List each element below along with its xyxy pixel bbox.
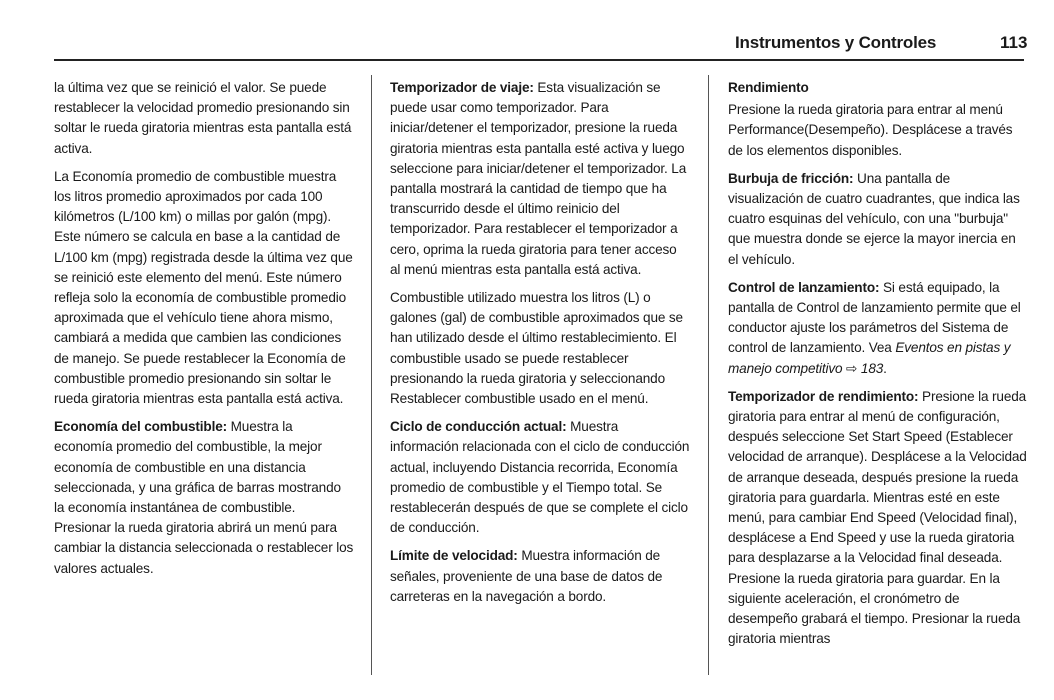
paragraph-friction-bubble [728, 169, 1028, 270]
page-header [0, 0, 1054, 60]
cross-reference-page[interactable]: 183 [860, 360, 884, 376]
text-performance-timer: Presione la rueda giratoria para entrar al menú de configuración, después seleccione Set Start Speed (Establecer velocidad de arranque). Desplácese a la Velocidad de arranque deseada, después presione la rueda giratoria para guardarla. Mientras esté en este menú, para cambiar End Speed (Velocidad final), desplácese a End Speed y use la rueda giratoria para desplazarse a la Velocidad final deseada. Presione la rueda giratoria para guardar. En la siguiente aceleración, el cronómetro de desempeño grabará el tiempo. Presionar la rueda giratoria mientras [728, 388, 1027, 647]
sentence-end: . [883, 360, 887, 376]
text-trip-timer: Esta visualización se puede usar como temporizador. Para iniciar/detener el temporizador, presione la rueda giratoria mientras esta pantalla esté activa y luego seleccione para iniciar/detener el temporizador. La pantalla mostrará la cantidad de tiempo que ha transcurrido desde el último reinicio del temporizador. Para restablecer el temporizador a cero, oprima la rueda giratoria para tener acceso al menú mientras esta pantalla está activa. [390, 80, 687, 277]
column-divider-1 [371, 75, 372, 675]
term-performance-timer: Temporizador de rendimiento: [728, 388, 919, 404]
column-divider-2 [708, 75, 709, 675]
term-speed-limit: Límite de velocidad: [390, 548, 518, 564]
text-speed-limit: Muestra información de señales, proveniente de una base de datos de carreteras en la navegación a bordo. [390, 548, 663, 604]
paragraph-launch-control [728, 278, 1028, 379]
section-title: Instrumentos y Controles [735, 33, 937, 52]
page-number: 113 [1000, 33, 1028, 52]
paragraph-trip-timer [390, 78, 690, 280]
term-current-drive-cycle: Ciclo de conducción actual: [390, 419, 567, 435]
cross-reference-link[interactable]: Eventos en pistas y manejo competitivo [728, 340, 1011, 376]
paragraph-average-fuel-economy: La Economía promedio de combustible muestra los litros promedio aproximados por cada 100 kilómetros (L/100 km) o millas por galón (mpg). Este número se calcula en base a la cantidad de L/100 km (mpg) registrada desde la última vez que se reinició este elemento del menú. Este número refleja solo la economía de combustible promedio aproximada que el vehículo tiene ahora mismo, cambiará a medida que cambien las condiciones de manejo. Se puede restablecer la Economía de combustible promedio presionando sin soltar le rueda giratoria mientras esta pantalla está activa. [54, 168, 353, 407]
paragraph-average-speed-reset: la última vez que se reinició el valor. Se puede restablecer la velocidad promedio presionando sin soltar le rueda giratoria mientras esta pantalla está activa. [54, 80, 352, 156]
text-launch-control: Si está equipado, la pantalla de Control de lanzamiento permite que el conductor ajuste los parámetros del Sistema de control de lanzamiento. Vea [728, 279, 1021, 356]
heading-performance-text: Rendimiento [728, 80, 809, 95]
column-1 [54, 78, 354, 587]
term-launch-control: Control de lanzamiento: [728, 279, 880, 295]
term-friction-bubble: Burbuja de fricción: [728, 170, 854, 186]
term-trip-timer: Temporizador de viaje: [390, 80, 534, 95]
paragraph-fuel-used: Combustible utilizado muestra los litros (L) o galones (gal) de combustible aproximados que se han utilizado desde el último restablecimiento. El combustible usado se puede restablecer presionando la rueda giratoria y seleccionando Restablecer combustible usado en el menú. [390, 290, 683, 407]
text-fuel-economy: Muestra la economía promedio del combustible, la mejor economía de combustible en una distancia seleccionada, y una gráfica de barras mostrando la economía instantánea de combustible. Presionar la rueda giratoria abrirá un menú para cambiar la distancia seleccionada o restablecer los valores actuales. [54, 419, 354, 576]
paragraph-performance-menu: Presione la rueda giratoria para entrar al menú Performance(Desempeño). Desplácese a través de los elementos disponibles. [728, 102, 1013, 158]
paragraph-fuel-economy [54, 417, 354, 579]
text-friction-bubble: Una pantalla de visualización de cuatro cuadrantes, que indica las cuatro esquinas del vehículo, con una "burbuja" que muestra donde se ejerce la mayor inercia en el vehículo. [728, 170, 1020, 267]
arrow-right-icon: ⇨ [842, 360, 861, 376]
heading-performance [728, 78, 1028, 98]
header-divider [54, 59, 1024, 61]
paragraph-current-drive-cycle [390, 417, 690, 538]
term-fuel-economy: Economía del combustible: [54, 419, 227, 435]
column-2 [390, 78, 690, 615]
paragraph-performance-timer [728, 387, 1028, 650]
paragraph-speed-limit [390, 546, 690, 607]
column-3 [728, 78, 1028, 657]
text-current-drive-cycle: Muestra información relacionada con el ciclo de conducción actual, incluyendo Distancia recorrida, Economía promedio de combustible y el Tiempo total. Se restablecerán después de que se complete el ciclo de conducción. [390, 419, 690, 536]
